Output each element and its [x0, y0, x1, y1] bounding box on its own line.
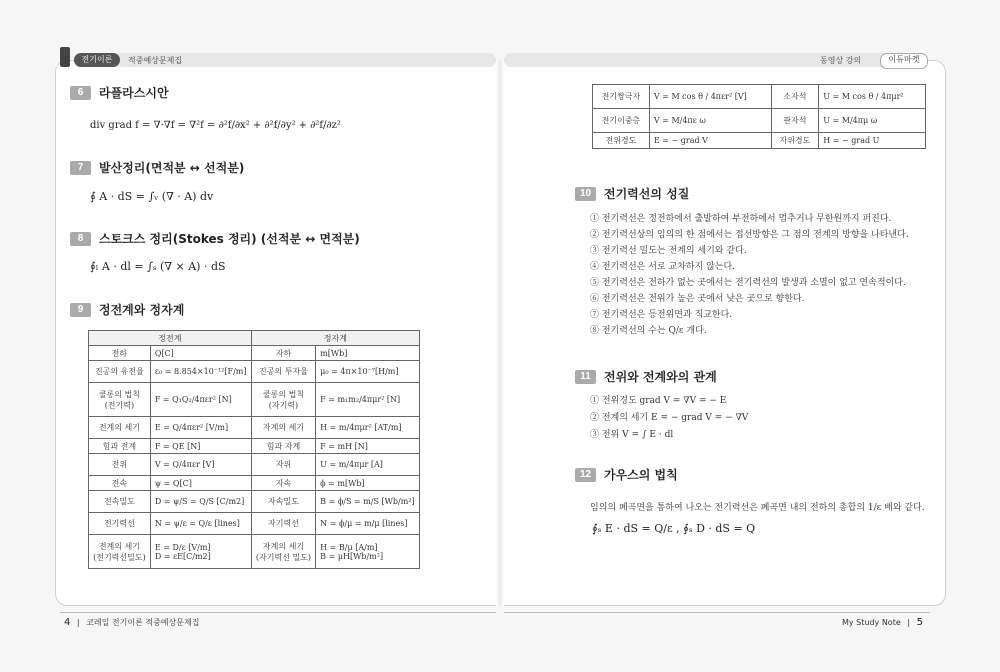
right-footer-title: My Study Note: [842, 618, 901, 627]
table-cell-formula: ε₀ = 8.854×10⁻¹²[F/m]: [150, 361, 251, 383]
field-comparison-table: [88, 330, 420, 569]
table-cell-formula: m[Wb]: [316, 346, 420, 361]
section-12: [575, 466, 678, 483]
section-title: 라플라스시안: [99, 86, 169, 100]
table-cell-formula: V = M/4πε ω: [649, 109, 771, 133]
table-cell-label: 전기력선: [89, 513, 151, 535]
section-7: [70, 159, 244, 176]
table-cell-formula: U = M cos θ / 4πμr²: [819, 85, 926, 109]
property-item: ④ 전기력선은 서로 교차하지 않는다.: [590, 262, 736, 272]
section-title: 발산정리(면적분 ↔ 선적분): [99, 161, 245, 175]
table-cell-label: 전속밀도: [89, 491, 151, 513]
section-6: [70, 84, 169, 101]
table-row: [89, 417, 420, 439]
left-footer: 4 | 코레일 전기이론 적중예상문제집: [64, 617, 200, 628]
relation-item: ② 전계의 세기 E = − grad V = − ∇V: [590, 413, 749, 423]
table-cell-label: 진공의 투자율: [251, 361, 315, 383]
left-header-title: 적중예상문제집: [128, 56, 183, 65]
table-row: [89, 361, 420, 383]
section-title: 전기력선의 성질: [604, 187, 690, 201]
right-page-number: 5: [916, 617, 923, 628]
table-cell-label: 전기쌍극자: [593, 85, 650, 109]
table-row: [89, 439, 420, 454]
stokes-formula: ∮ₗ A · dl = ∫ₛ (∇ × A) · dS: [90, 260, 226, 273]
table-cell-label: 자속밀도: [251, 491, 315, 513]
table-cell-formula: V = M cos θ / 4πεr² [V]: [649, 85, 771, 109]
table-row: [593, 133, 926, 149]
table-row: [89, 535, 420, 569]
table-cell-formula: E = Q/4πεr² [V/m]: [150, 417, 251, 439]
table-row: [89, 476, 420, 491]
relation-item: ③ 전위 V = ∫ E · dl: [590, 430, 674, 440]
table-cell-label: 전위: [89, 454, 151, 476]
left-footer-rule: [60, 612, 496, 613]
property-item: ⑦ 전기력선은 등전위면과 직교한다.: [590, 310, 733, 320]
table-cell-label: 진공의 유전율: [89, 361, 151, 383]
left-page-number: 4: [64, 617, 71, 628]
table-cell-label: 쿨롱의 법칙 (전기력): [89, 383, 151, 417]
table-cell-formula: H = B/μ [A/m] B = μH[Wb/m²]: [316, 535, 420, 569]
section-number: 7: [70, 161, 91, 175]
property-item: ⑥ 전기력선은 전위가 높은 곳에서 낮은 곳으로 향한다.: [590, 294, 805, 304]
table-cell-label: 소자석: [771, 85, 819, 109]
section-number: 11: [575, 370, 596, 384]
table-cell-formula: B = ϕ/S = m/S [Wb/m²]: [316, 491, 420, 513]
property-item: ⑤ 전기력선은 전하가 없는 곳에서는 전기력선의 발생과 소멸이 없고 연속적이다.: [590, 278, 906, 288]
table-header-magnetostatic: 정자계: [251, 331, 419, 346]
table-cell-label: 힘과 자계: [251, 439, 315, 454]
section-8: [70, 230, 360, 247]
table-cell-label: 전위경도: [593, 133, 650, 149]
section-title: 가우스의 법칙: [604, 468, 678, 482]
table-row: [593, 109, 926, 133]
property-item: ③ 전기력선 밀도는 전계의 세기와 같다.: [590, 246, 747, 256]
table-cell-label: 힘과 전계: [89, 439, 151, 454]
table-cell-formula: F = m₁m₂/4πμr² [N]: [316, 383, 420, 417]
table-row: [89, 454, 420, 476]
table-cell-formula: V = Q/4πεr [V]: [150, 454, 251, 476]
section-title: 스토크스 정리(Stokes 정리) (선적분 ↔ 면적분): [99, 232, 360, 246]
section-11: [575, 368, 717, 385]
table-cell-formula: Q[C]: [150, 346, 251, 361]
table-row: [89, 383, 420, 417]
table-row: [89, 346, 420, 361]
table-cell-label: 자하: [251, 346, 315, 361]
table-cell-label: 전속: [89, 476, 151, 491]
right-footer: My Study Note | 5: [842, 617, 923, 628]
section-number: 8: [70, 232, 91, 246]
table-cell-label: 판자석: [771, 109, 819, 133]
table-cell-formula: ψ = Q[C]: [150, 476, 251, 491]
table-cell-formula: ϕ = m[Wb]: [316, 476, 420, 491]
table-header-electrostatic: 정전계: [89, 331, 252, 346]
table-cell-formula: E = D/ε [V/m] D = εE[C/m2]: [150, 535, 251, 569]
table-row: [593, 85, 926, 109]
right-header-title: 동영상 강의: [820, 56, 862, 65]
gauss-description: 임의의 폐곡면을 통하여 나오는 전기력선은 폐곡면 내의 전하의 총합의 1/ε 배와 같다.: [590, 503, 925, 513]
bookmark-icon: [60, 47, 70, 67]
right-footer-rule: [504, 612, 930, 613]
section-number: 10: [575, 187, 596, 201]
table-cell-label: 전기이중층: [593, 109, 650, 133]
table-cell-formula: F = Q₁Q₂/4πεr² [N]: [150, 383, 251, 417]
section-number: 6: [70, 86, 91, 100]
table-cell-formula: F = QE [N]: [150, 439, 251, 454]
dipole-table: [592, 84, 926, 149]
table-cell-formula: N = ψ/ε = Q/ε [lines]: [150, 513, 251, 535]
table-cell-label: 자계의 세기: [251, 417, 315, 439]
table-cell-label: 자위: [251, 454, 315, 476]
table-cell-label: 자기력선: [251, 513, 315, 535]
table-row: [89, 491, 420, 513]
table-cell-formula: U = M/4πμ ω: [819, 109, 926, 133]
section-number: 9: [70, 303, 91, 317]
table-cell-label: 자계의 세기 (자기력선 밀도): [251, 535, 315, 569]
table-cell-formula: N = ϕ/μ = m/μ [lines]: [316, 513, 420, 535]
table-cell-label: 전계의 세기 (전기력선밀도): [89, 535, 151, 569]
table-cell-formula: E = − grad V: [649, 133, 771, 149]
table-cell-label: 자위경도: [771, 133, 819, 149]
table-row: [89, 513, 420, 535]
table-cell-label: 전하: [89, 346, 151, 361]
table-cell-formula: F = mH [N]: [316, 439, 420, 454]
table-cell-formula: H = m/4πμr² [AT/m]: [316, 417, 420, 439]
section-9: [70, 301, 184, 318]
left-footer-title: 코레일 전기이론 적중예상문제집: [86, 618, 200, 627]
section-number: 12: [575, 468, 596, 482]
section-title: 정전계와 정자계: [99, 303, 185, 317]
right-header-bar: [504, 53, 928, 67]
section-10: [575, 185, 689, 202]
table-cell-formula: U = m/4πμr [A]: [316, 454, 420, 476]
table-cell-label: 쿨롱의 법칙 (자기력): [251, 383, 315, 417]
table-cell-label: 전계의 세기: [89, 417, 151, 439]
property-item: ② 전기력선상의 임의의 한 점에서는 접선방향은 그 점의 전계의 방향을 나타낸다.: [590, 230, 909, 240]
left-header-tab: 전기이론: [74, 53, 120, 67]
table-cell-formula: D = ψ/S = Q/S [C/m2]: [150, 491, 251, 513]
book-gutter: [496, 60, 504, 606]
table-cell-formula: H = − grad U: [819, 133, 926, 149]
table-cell-formula: μ₀ = 4π×10⁻⁷[H/m]: [316, 361, 420, 383]
section-title: 전위와 전계와의 관계: [604, 370, 717, 384]
relation-item: ① 전위경도 grad V = ∇V = − E: [590, 396, 727, 406]
right-header-tab: 이듀마켓: [880, 53, 928, 69]
property-item: ① 전기력선은 정전하에서 출발하여 부전하에서 멈추거나 무한원까지 퍼진다.: [590, 214, 892, 224]
divergence-formula: ∮ A · dS = ∫ᵥ (∇ · A) dv: [90, 190, 214, 203]
property-item: ⑧ 전기력선의 수는 Q/ε 개다.: [590, 326, 707, 336]
gauss-formula: ∮ₛ E · dS = Q/ε , ∮ₛ D · dS = Q: [592, 522, 756, 535]
laplacian-formula: div grad f = ∇·∇f = ∇²f = ∂²f/∂x² + ∂²f/∂y² + ∂²f/∂z²: [90, 120, 341, 131]
table-cell-label: 자속: [251, 476, 315, 491]
